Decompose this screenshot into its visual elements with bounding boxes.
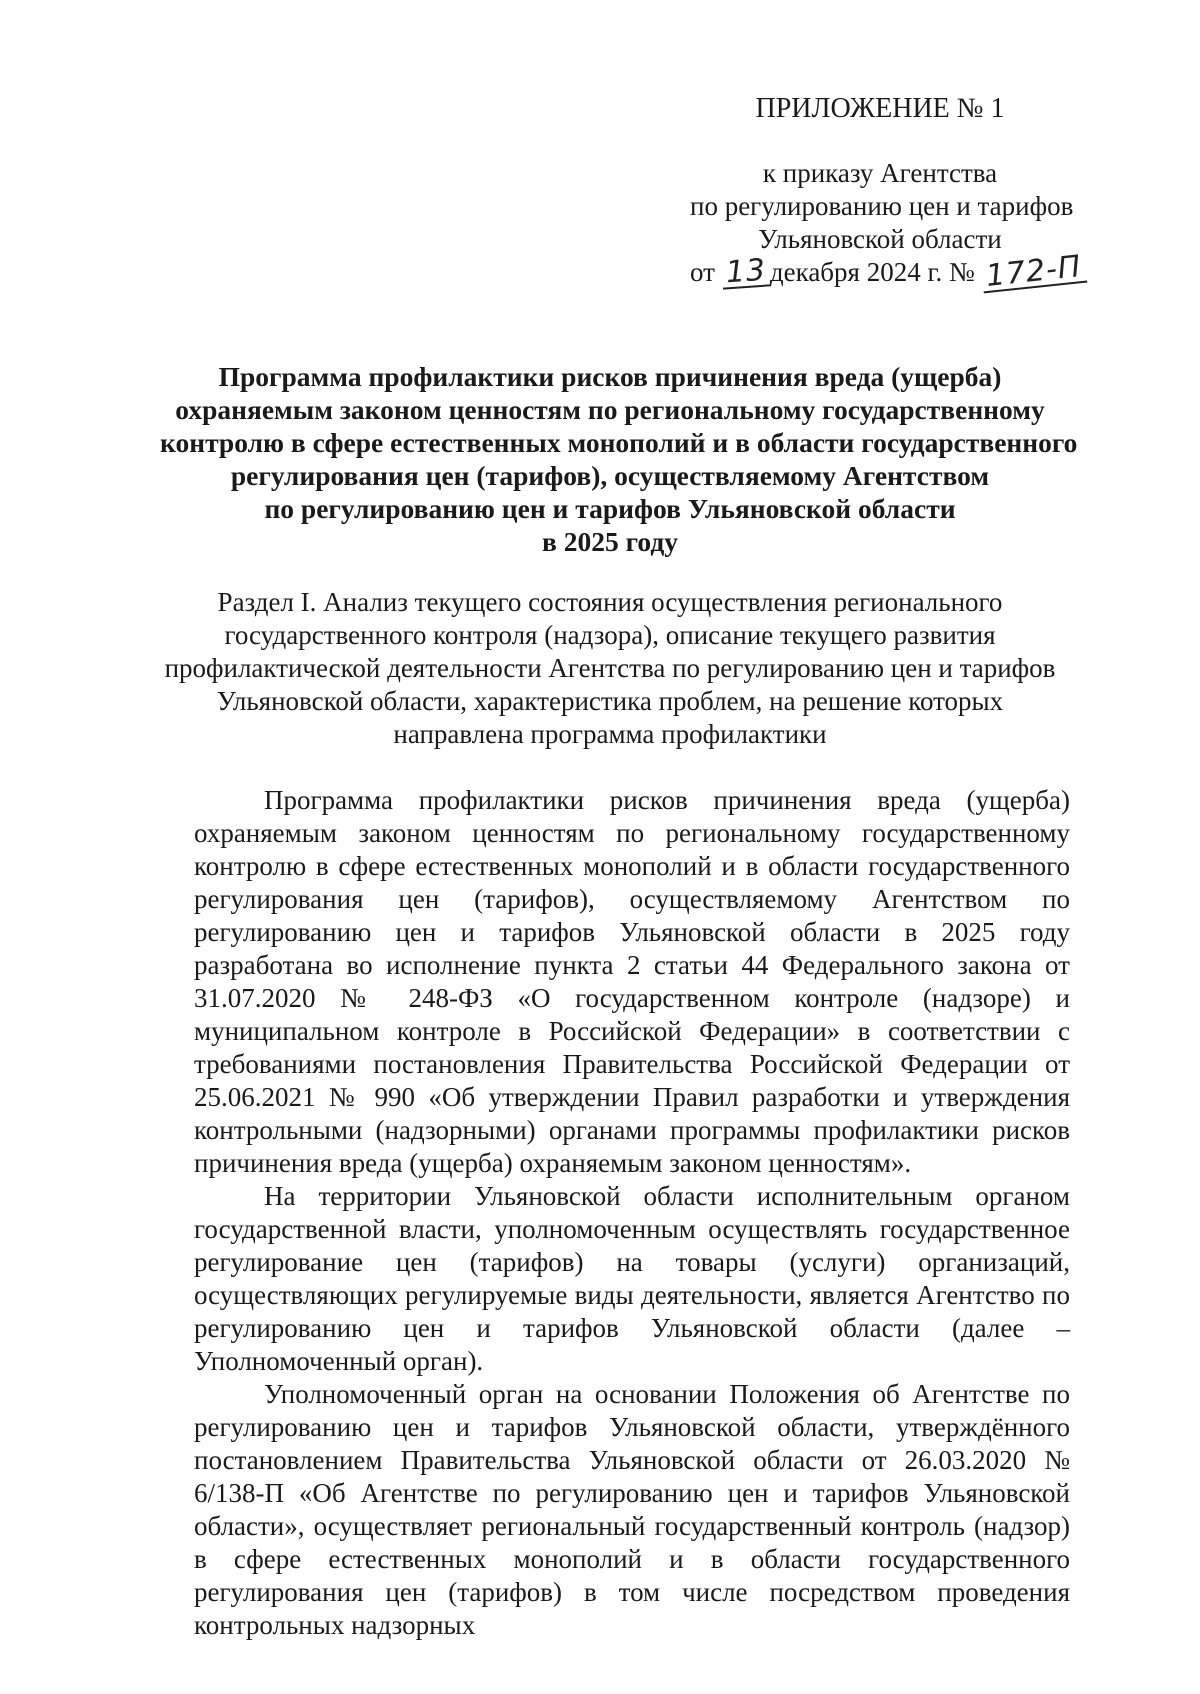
appendix-line-region: Ульяновской области <box>758 224 1002 254</box>
order-month-year: декабря 2024 г. № <box>769 257 975 287</box>
order-prefix: от <box>690 257 715 287</box>
program-title-line: Программа профилактики рисков причинения вреда (ущерба) <box>218 361 1002 392</box>
appendix-header <box>690 92 1083 294</box>
program-title-line: охраняемым законом ценностям по региональному государственному <box>175 394 1045 425</box>
section-title-line: направлена программа профилактики <box>393 719 827 749</box>
program-title-line: контролю в сфере естественных монополий и в области государственного <box>160 427 1078 458</box>
paragraph: Программа профилактики рисков причинения вреда (ущерба) охраняемым законом ценностям по региональному государственному контролю в сфере естественных монополий и в области государственного регулирования цен (тарифов), осуществляемому Агентством по регулированию цен и тарифов Ульяновской области в 2025 году разработана во исполнение пункта 2 статьи 44 Федерального закона от 31.07.2020 № 248-ФЗ «О государственном контроле (надзоре) и муниципальном контроле в Российской Федерации» в соответствии с требованиями постановления Правительства Российской Федерации от 25.06.2021 № 990 «Об утверждении Правил разработки и утверждения контрольными (надзорными) органами программы профилактики рисков причинения вреда (ущерба) охраняемым законом ценностям». <box>194 785 1070 1178</box>
section-title-line: Ульяновской области, характеристика проблем, на решение которых <box>216 686 1004 716</box>
appendix-line-order: к приказу Агентства <box>762 158 998 188</box>
paragraph: На территории Ульяновской области исполнительным органом государственной власти, уполномоченным осуществлять государственное регулирование цен (тарифов) на товары (услуги) организаций, осуществляющих регулируемые виды деятельности, является Агентство по регулированию цен и тарифов Ульяновской области (далее – Уполномоченный орган). <box>194 1181 1070 1376</box>
program-title-line: по регулированию цен и тарифов Ульяновской области <box>264 493 956 524</box>
body-text <box>194 784 1070 1642</box>
program-title <box>160 360 1078 558</box>
section-title-line: профилактической деятельности Агентства по регулированию цен и тарифов <box>164 653 1056 683</box>
paragraph: Уполномоченный орган на основании Положения об Агентстве по регулированию цен и тарифов Ульяновской области, утверждённого постановлением Правительства Ульяновской области от 26.03.2020 № 6/138-П «Об Агентстве по регулированию цен и тарифов Ульяновской области», осуществляет региональный государственный контроль (надзор) в сфере естественных монополий и в области государственного регулирования цен (тарифов) в том числе посредством проведения контрольных надзорных <box>194 1379 1070 1640</box>
section-title-line: Раздел I. Анализ текущего состояния осуществления регионального <box>217 587 1003 617</box>
section-title <box>160 586 1060 751</box>
handwritten-order-number: 172-П <box>980 253 1086 294</box>
section-title-line: государственного контроля (надзора), описание текущего развития <box>224 620 996 650</box>
appendix-title: ПРИЛОЖЕНИЕ № 1 <box>755 93 1005 124</box>
program-title-line: регулирования цен (тарифов), осуществляемому Агентством <box>230 460 990 491</box>
handwritten-order-day: 13 <box>721 256 771 289</box>
appendix-order-reference <box>690 249 1083 294</box>
program-title-line: в 2025 году <box>541 526 679 557</box>
appendix-line-agency: по регулированию цен и тарифов <box>690 191 1074 221</box>
